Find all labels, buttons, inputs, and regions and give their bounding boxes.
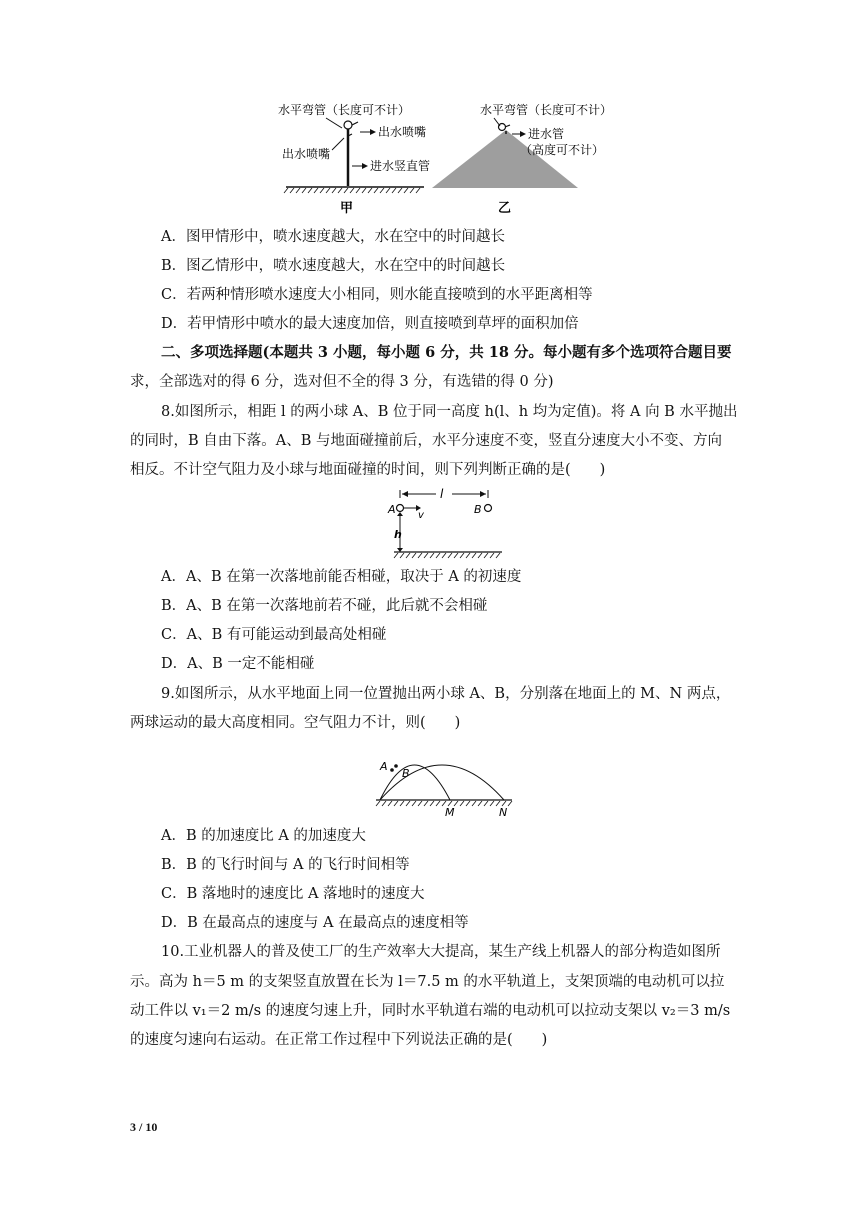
q10-line-4: 的速度匀速向右运动。在正常工作过程中下列说法正确的是( ) — [130, 1032, 548, 1048]
q9-label-b: B — [402, 767, 410, 780]
q8-option-d: D．A、B 一定不能相碰 — [161, 656, 315, 672]
q10-line-1: 10.工业机器人的普及使工厂的生产效率大大提高，某生产线上机器人的部分构造如图所 — [161, 944, 721, 960]
section-heading — [161, 343, 732, 363]
figure-yi — [432, 102, 612, 216]
q9-option-b: B．B 的飞行时间与 A 的飞行时间相等 — [161, 857, 410, 873]
q9-label-n: N — [499, 806, 508, 819]
yi-label-height: （高度可不计） — [520, 143, 605, 157]
jia-label-outlet-right: 出水喷嘴 — [378, 125, 427, 139]
q8-option-a: A．A、B 在第一次落地前能否相碰，取决于 A 的初速度 — [161, 569, 522, 585]
jia-label-bend: 水平弯管（长度可不计） — [278, 103, 411, 117]
q9-label-m: M — [445, 806, 455, 819]
q9-option-c: C．B 落地时的速度比 A 落地时的速度大 — [161, 886, 425, 902]
yi-label-bend: 水平弯管（长度可不计） — [480, 103, 613, 117]
section-heading-cont: 求，全部选对的得 6 分，选对但不全的得 3 分，有选错的得 0 分) — [130, 374, 554, 390]
q10-line-3: 动工件以 v₁＝2 m/s 的速度匀速上升，同时水平轨道右端的电动机可以拉动支架以 v₂＝3 m/s — [130, 1003, 731, 1019]
q8-line-3: 相反。不计空气阻力及小球与地面碰撞的时间，则下列判断正确的是( ) — [130, 462, 606, 478]
q8-label-h: h — [394, 528, 402, 541]
q7-option-b: B．图乙情形中，喷水速度越大，水在空中的时间越长 — [161, 258, 506, 274]
q9-line-2: 两球运动的最大高度相同。空气阻力不计，则( ) — [130, 715, 461, 731]
q9-option-d: D．B 在最高点的速度与 A 在最高点的速度相等 — [161, 915, 469, 931]
q8-label-l: l — [440, 487, 444, 501]
q7-option-d: D．若甲情形中喷水的最大速度加倍，则直接喷到草坪的面积加倍 — [161, 316, 579, 332]
q9-label-a: A — [380, 760, 388, 773]
q7-option-a: A．图甲情形中，喷水速度越大，水在空中的时间越长 — [161, 229, 505, 245]
section-heading-text: 二、多项选择题(本题共 3 小题，每小题 6 分，共 18 分。每小题有多个选项符合题目要 — [161, 344, 732, 361]
q8-option-b: B．A、B 在第一次落地前若不碰，此后就不会相碰 — [161, 598, 488, 614]
q10-line-2: 示。高为 h＝5 m 的支架竖直放置在长为 l＝7.5 m 的水平轨道上，支架顶端的电动机可以拉 — [130, 974, 725, 990]
yi-label-inlet: 进水管 — [528, 127, 565, 141]
figure-q9 — [372, 740, 516, 824]
q8-label-b: B — [474, 503, 482, 516]
jia-label-outlet-left: 出水喷嘴 — [282, 147, 331, 161]
page-number: 3 / 10 — [130, 1120, 158, 1134]
q9-line-1: 9.如图所示，从水平地面上同一位置抛出两小球 A、B，分别落在地面上的 M、N 两点， — [161, 686, 731, 702]
figure-jia — [278, 102, 430, 216]
q8-label-a: A — [388, 503, 396, 516]
q9-option-a: A．B 的加速度比 A 的加速度大 — [161, 828, 366, 844]
q8-line-2: 的同时，B 自由下落。A、B 与地面碰撞前后，水平分速度不变，竖直分速度大小不变、方向 — [130, 433, 722, 449]
q8-label-v: v — [418, 510, 424, 521]
yi-caption: 乙 — [498, 201, 512, 216]
jia-label-pipe: 进水竖直管 — [370, 159, 431, 173]
figure-sprinkler — [276, 100, 613, 222]
figure-q8 — [380, 488, 504, 564]
q8-option-c: C．A、B 有可能运动到最高处相碰 — [161, 627, 387, 643]
q8-line-1: 8.如图所示，相距 l 的两小球 A、B 位于同一高度 h(l、h 均为定值)。将 A 向 B 水平抛出 — [161, 404, 738, 420]
jia-caption: 甲 — [340, 201, 354, 216]
q7-option-c: C．若两种情形喷水速度大小相同，则水能直接喷到的水平距离相等 — [161, 287, 593, 303]
